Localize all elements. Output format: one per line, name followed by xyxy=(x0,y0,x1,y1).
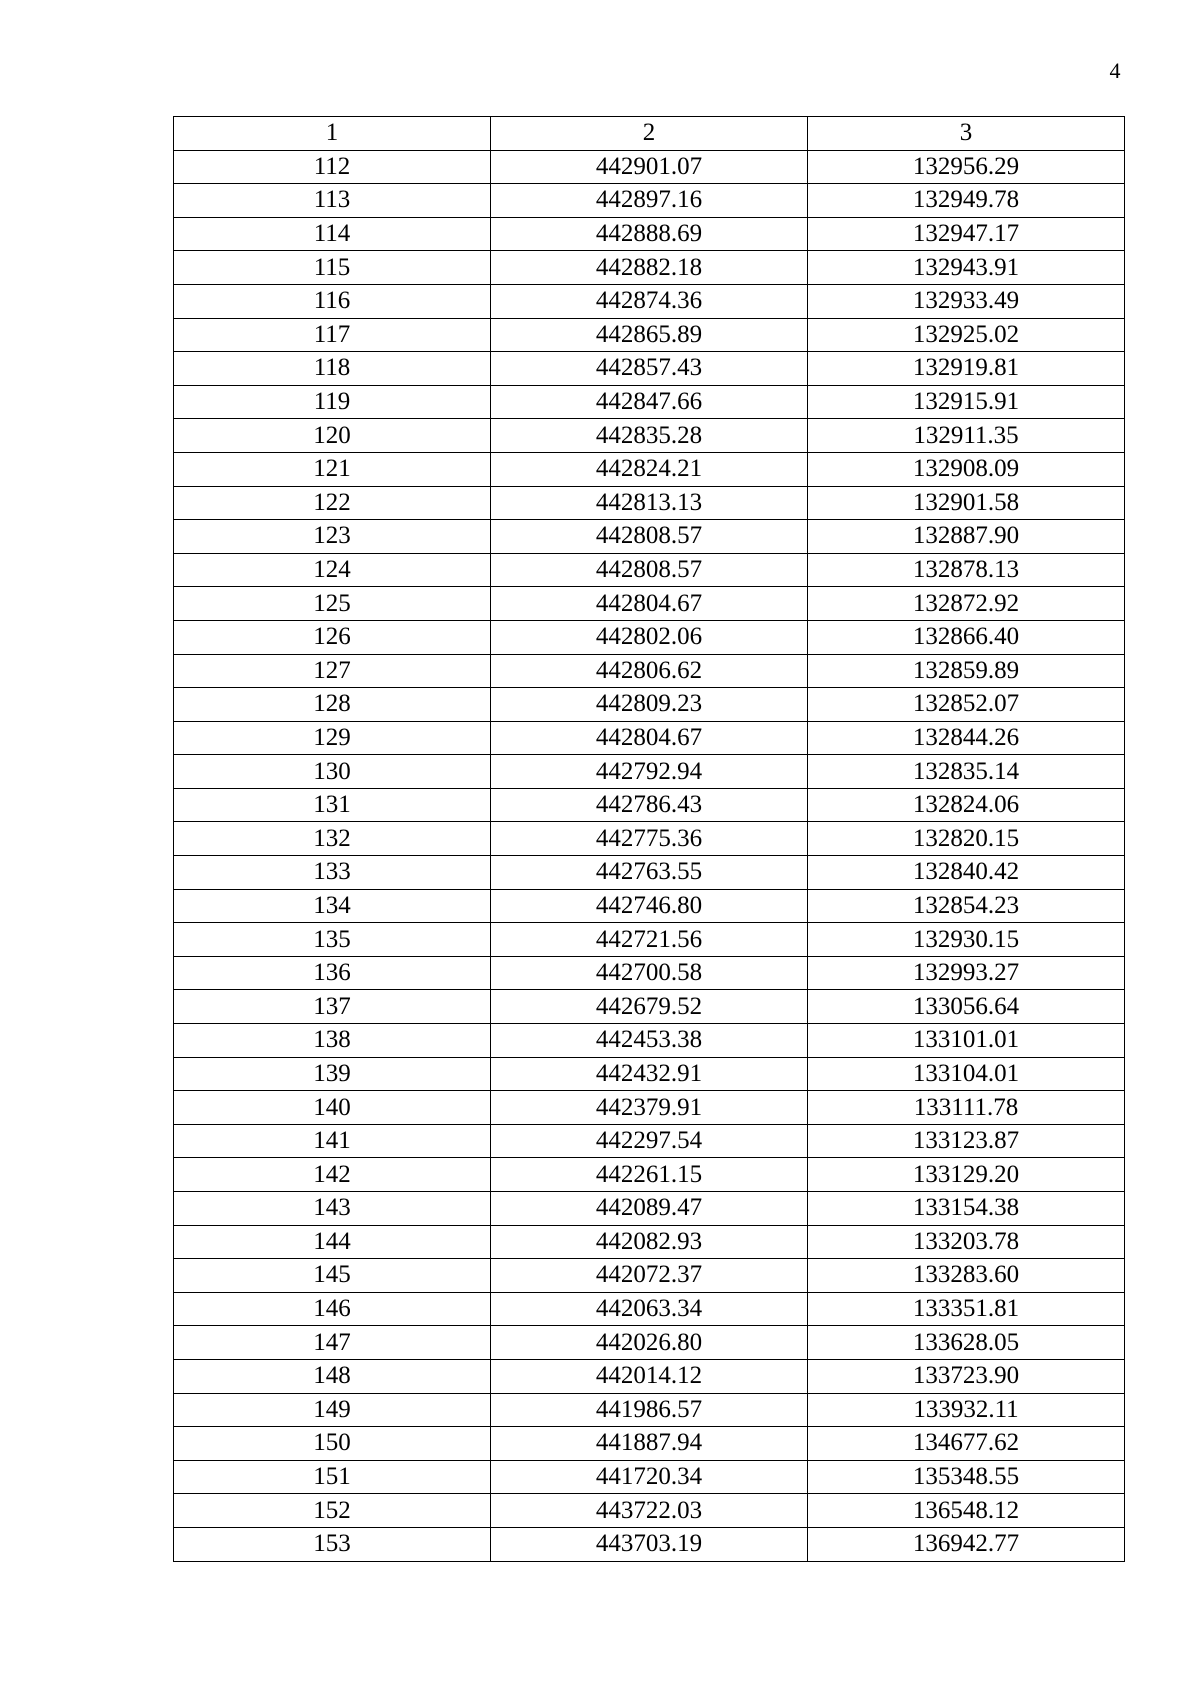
table-row xyxy=(174,1192,1125,1226)
y-coordinate-cell: 132854.23 xyxy=(808,889,1125,923)
x-coordinate-cell: 442261.15 xyxy=(491,1158,808,1192)
y-coordinate-cell: 132911.35 xyxy=(808,419,1125,453)
y-coordinate-cell: 133283.60 xyxy=(808,1259,1125,1293)
x-coordinate-cell: 442857.43 xyxy=(491,352,808,386)
table-row xyxy=(174,1326,1125,1360)
table-row xyxy=(174,856,1125,890)
point-number-cell: 122 xyxy=(174,486,491,520)
x-coordinate-cell: 442432.91 xyxy=(491,1057,808,1091)
point-number-cell: 115 xyxy=(174,251,491,285)
point-number-cell: 133 xyxy=(174,856,491,890)
table-row xyxy=(174,486,1125,520)
y-coordinate-cell: 132840.42 xyxy=(808,856,1125,890)
point-number-cell: 143 xyxy=(174,1192,491,1226)
column-header: 1 xyxy=(174,117,491,151)
table-row xyxy=(174,1158,1125,1192)
y-coordinate-cell: 132933.49 xyxy=(808,284,1125,318)
point-number-cell: 148 xyxy=(174,1359,491,1393)
x-coordinate-cell: 441986.57 xyxy=(491,1393,808,1427)
table-row xyxy=(174,1292,1125,1326)
y-coordinate-cell: 132887.90 xyxy=(808,520,1125,554)
point-number-cell: 146 xyxy=(174,1292,491,1326)
table-row xyxy=(174,1259,1125,1293)
table-row xyxy=(174,352,1125,386)
x-coordinate-cell: 442804.67 xyxy=(491,721,808,755)
y-coordinate-cell: 133351.81 xyxy=(808,1292,1125,1326)
point-number-cell: 153 xyxy=(174,1527,491,1561)
y-coordinate-cell: 133723.90 xyxy=(808,1359,1125,1393)
x-coordinate-cell: 442379.91 xyxy=(491,1091,808,1125)
table-row xyxy=(174,620,1125,654)
x-coordinate-cell: 443722.03 xyxy=(491,1494,808,1528)
table-row xyxy=(174,1225,1125,1259)
x-coordinate-cell: 442026.80 xyxy=(491,1326,808,1360)
y-coordinate-cell: 133123.87 xyxy=(808,1124,1125,1158)
point-number-cell: 117 xyxy=(174,318,491,352)
table-row xyxy=(174,385,1125,419)
table-row xyxy=(174,419,1125,453)
point-number-cell: 123 xyxy=(174,520,491,554)
x-coordinate-cell: 442835.28 xyxy=(491,419,808,453)
table-row xyxy=(174,1460,1125,1494)
x-coordinate-cell: 442792.94 xyxy=(491,755,808,789)
point-number-cell: 126 xyxy=(174,620,491,654)
y-coordinate-cell: 132949.78 xyxy=(808,184,1125,218)
y-coordinate-cell: 132930.15 xyxy=(808,923,1125,957)
x-coordinate-cell: 442824.21 xyxy=(491,452,808,486)
y-coordinate-cell: 132943.91 xyxy=(808,251,1125,285)
x-coordinate-cell: 442806.62 xyxy=(491,654,808,688)
y-coordinate-cell: 132915.91 xyxy=(808,385,1125,419)
y-coordinate-cell: 133056.64 xyxy=(808,990,1125,1024)
x-coordinate-cell: 442808.57 xyxy=(491,520,808,554)
point-number-cell: 152 xyxy=(174,1494,491,1528)
y-coordinate-cell: 133104.01 xyxy=(808,1057,1125,1091)
point-number-cell: 147 xyxy=(174,1326,491,1360)
point-number-cell: 134 xyxy=(174,889,491,923)
point-number-cell: 137 xyxy=(174,990,491,1024)
y-coordinate-cell: 135348.55 xyxy=(808,1460,1125,1494)
x-coordinate-cell: 441887.94 xyxy=(491,1427,808,1461)
table-row xyxy=(174,251,1125,285)
y-coordinate-cell: 132956.29 xyxy=(808,150,1125,184)
y-coordinate-cell: 133628.05 xyxy=(808,1326,1125,1360)
y-coordinate-cell: 132993.27 xyxy=(808,956,1125,990)
y-coordinate-cell: 132919.81 xyxy=(808,352,1125,386)
y-coordinate-cell: 136548.12 xyxy=(808,1494,1125,1528)
point-number-cell: 139 xyxy=(174,1057,491,1091)
y-coordinate-cell: 132947.17 xyxy=(808,217,1125,251)
y-coordinate-cell: 132844.26 xyxy=(808,721,1125,755)
table-row xyxy=(174,1527,1125,1561)
coordinates-table xyxy=(173,116,1125,1562)
table-header-row xyxy=(174,117,1125,151)
point-number-cell: 150 xyxy=(174,1427,491,1461)
x-coordinate-cell: 442089.47 xyxy=(491,1192,808,1226)
x-coordinate-cell: 442453.38 xyxy=(491,1024,808,1058)
point-number-cell: 135 xyxy=(174,923,491,957)
point-number-cell: 116 xyxy=(174,284,491,318)
x-coordinate-cell: 442297.54 xyxy=(491,1124,808,1158)
y-coordinate-cell: 132925.02 xyxy=(808,318,1125,352)
x-coordinate-cell: 442809.23 xyxy=(491,688,808,722)
point-number-cell: 131 xyxy=(174,788,491,822)
table-row xyxy=(174,553,1125,587)
table-body xyxy=(174,150,1125,1561)
x-coordinate-cell: 442882.18 xyxy=(491,251,808,285)
table-row xyxy=(174,452,1125,486)
point-number-cell: 151 xyxy=(174,1460,491,1494)
y-coordinate-cell: 133203.78 xyxy=(808,1225,1125,1259)
y-coordinate-cell: 132859.89 xyxy=(808,654,1125,688)
x-coordinate-cell: 442679.52 xyxy=(491,990,808,1024)
table-row xyxy=(174,721,1125,755)
table-header xyxy=(174,117,1125,151)
table-row xyxy=(174,1024,1125,1058)
x-coordinate-cell: 442901.07 xyxy=(491,150,808,184)
table-row xyxy=(174,688,1125,722)
y-coordinate-cell: 132835.14 xyxy=(808,755,1125,789)
point-number-cell: 132 xyxy=(174,822,491,856)
table-row xyxy=(174,923,1125,957)
y-coordinate-cell: 133101.01 xyxy=(808,1024,1125,1058)
table-row xyxy=(174,654,1125,688)
x-coordinate-cell: 442874.36 xyxy=(491,284,808,318)
y-coordinate-cell: 132908.09 xyxy=(808,452,1125,486)
y-coordinate-cell: 136942.77 xyxy=(808,1527,1125,1561)
table-row xyxy=(174,1494,1125,1528)
point-number-cell: 140 xyxy=(174,1091,491,1125)
y-coordinate-cell: 134677.62 xyxy=(808,1427,1125,1461)
x-coordinate-cell: 442721.56 xyxy=(491,923,808,957)
x-coordinate-cell: 442063.34 xyxy=(491,1292,808,1326)
x-coordinate-cell: 442865.89 xyxy=(491,318,808,352)
table-row xyxy=(174,990,1125,1024)
point-number-cell: 119 xyxy=(174,385,491,419)
point-number-cell: 129 xyxy=(174,721,491,755)
point-number-cell: 138 xyxy=(174,1024,491,1058)
table-row xyxy=(174,956,1125,990)
column-header: 3 xyxy=(808,117,1125,151)
table-row xyxy=(174,1124,1125,1158)
x-coordinate-cell: 442888.69 xyxy=(491,217,808,251)
table-row xyxy=(174,150,1125,184)
point-number-cell: 130 xyxy=(174,755,491,789)
x-coordinate-cell: 442786.43 xyxy=(491,788,808,822)
table-row xyxy=(174,1091,1125,1125)
table-row xyxy=(174,1359,1125,1393)
x-coordinate-cell: 442813.13 xyxy=(491,486,808,520)
table-row xyxy=(174,788,1125,822)
y-coordinate-cell: 132866.40 xyxy=(808,620,1125,654)
x-coordinate-cell: 442775.36 xyxy=(491,822,808,856)
point-number-cell: 145 xyxy=(174,1259,491,1293)
point-number-cell: 142 xyxy=(174,1158,491,1192)
table-row xyxy=(174,184,1125,218)
point-number-cell: 121 xyxy=(174,452,491,486)
x-coordinate-cell: 442802.06 xyxy=(491,620,808,654)
point-number-cell: 124 xyxy=(174,553,491,587)
point-number-cell: 120 xyxy=(174,419,491,453)
table-row xyxy=(174,587,1125,621)
point-number-cell: 128 xyxy=(174,688,491,722)
point-number-cell: 112 xyxy=(174,150,491,184)
point-number-cell: 144 xyxy=(174,1225,491,1259)
x-coordinate-cell: 442808.57 xyxy=(491,553,808,587)
point-number-cell: 127 xyxy=(174,654,491,688)
table-row xyxy=(174,889,1125,923)
table-row xyxy=(174,1427,1125,1461)
x-coordinate-cell: 442014.12 xyxy=(491,1359,808,1393)
table-row xyxy=(174,822,1125,856)
page-number: 4 xyxy=(1109,58,1121,83)
x-coordinate-cell: 442700.58 xyxy=(491,956,808,990)
y-coordinate-cell: 132872.92 xyxy=(808,587,1125,621)
x-coordinate-cell: 443703.19 xyxy=(491,1527,808,1561)
point-number-cell: 141 xyxy=(174,1124,491,1158)
column-header: 2 xyxy=(491,117,808,151)
y-coordinate-cell: 133111.78 xyxy=(808,1091,1125,1125)
y-coordinate-cell: 132824.06 xyxy=(808,788,1125,822)
x-coordinate-cell: 442763.55 xyxy=(491,856,808,890)
x-coordinate-cell: 442897.16 xyxy=(491,184,808,218)
table-row xyxy=(174,217,1125,251)
y-coordinate-cell: 133129.20 xyxy=(808,1158,1125,1192)
table-row xyxy=(174,318,1125,352)
x-coordinate-cell: 442746.80 xyxy=(491,889,808,923)
point-number-cell: 113 xyxy=(174,184,491,218)
point-number-cell: 114 xyxy=(174,217,491,251)
y-coordinate-cell: 132901.58 xyxy=(808,486,1125,520)
table-row xyxy=(174,1393,1125,1427)
table-row xyxy=(174,520,1125,554)
y-coordinate-cell: 132878.13 xyxy=(808,553,1125,587)
y-coordinate-cell: 133154.38 xyxy=(808,1192,1125,1226)
point-number-cell: 136 xyxy=(174,956,491,990)
table-row xyxy=(174,755,1125,789)
point-number-cell: 118 xyxy=(174,352,491,386)
y-coordinate-cell: 133932.11 xyxy=(808,1393,1125,1427)
point-number-cell: 125 xyxy=(174,587,491,621)
x-coordinate-cell: 442847.66 xyxy=(491,385,808,419)
y-coordinate-cell: 132852.07 xyxy=(808,688,1125,722)
x-coordinate-cell: 441720.34 xyxy=(491,1460,808,1494)
table-row xyxy=(174,1057,1125,1091)
x-coordinate-cell: 442072.37 xyxy=(491,1259,808,1293)
x-coordinate-cell: 442804.67 xyxy=(491,587,808,621)
x-coordinate-cell: 442082.93 xyxy=(491,1225,808,1259)
table-row xyxy=(174,284,1125,318)
point-number-cell: 149 xyxy=(174,1393,491,1427)
y-coordinate-cell: 132820.15 xyxy=(808,822,1125,856)
